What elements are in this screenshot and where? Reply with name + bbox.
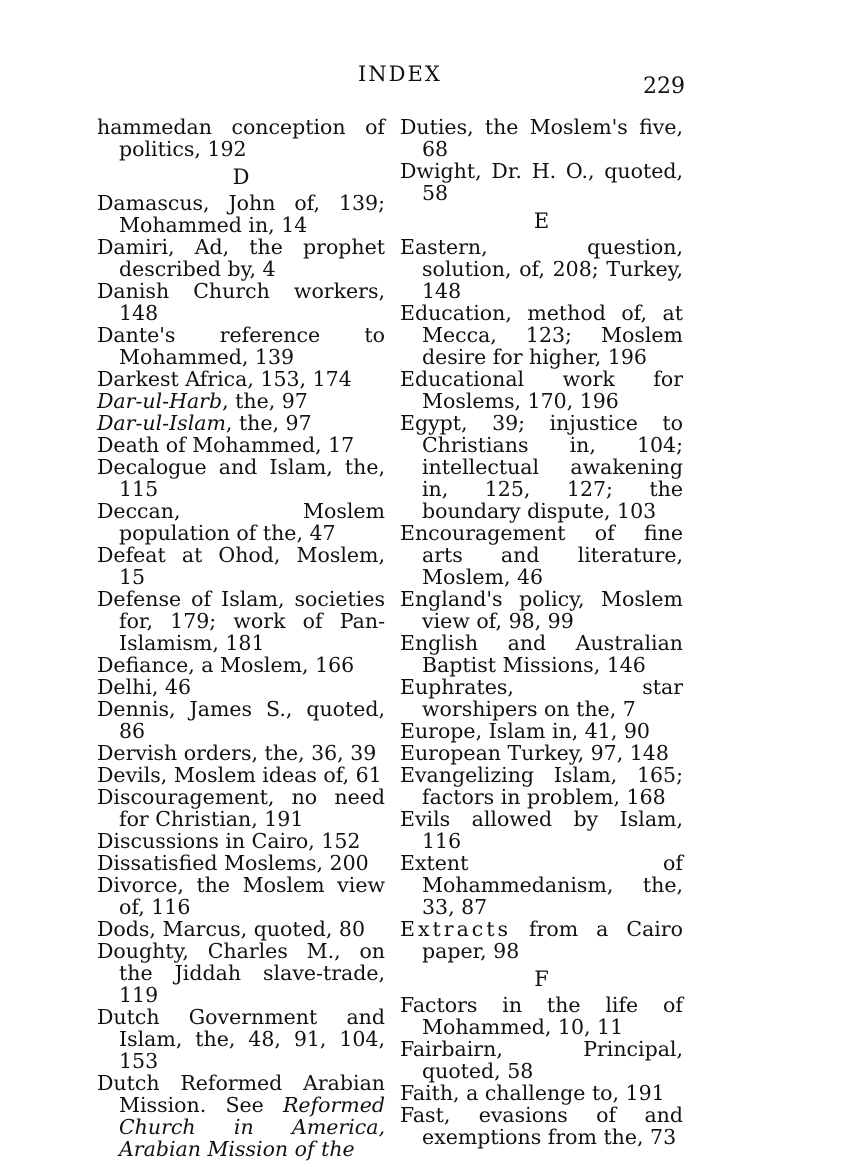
right-column bbox=[400, 116, 683, 1148]
index-term-spaced: Extracts bbox=[400, 917, 512, 941]
index-entry: Discouragement, no need for Christian, 191 bbox=[97, 785, 385, 831]
index-term-italic: Dar-ul-Islam bbox=[97, 411, 226, 435]
index-entry bbox=[97, 412, 385, 434]
index-term: Dutch Reformed Arabian Mission. See bbox=[97, 1071, 385, 1117]
section-letter-f: F bbox=[534, 967, 549, 991]
index-entry: Factors in the life of Mohammed, 10, 11 bbox=[400, 993, 683, 1039]
index-entry: Delhi, 46 bbox=[97, 675, 192, 699]
index-entry: English and Australian Baptist Missions, 146 bbox=[400, 631, 683, 677]
index-entry: Dutch Government and Islam, the, 48, 91, 104, 153 bbox=[97, 1005, 385, 1073]
index-entry: Defeat at Ohod, Moslem, 15 bbox=[97, 543, 385, 589]
index-entry: Europe, Islam in, 41, 90 bbox=[400, 719, 650, 743]
index-entry: Dwight, Dr. H. O., quoted, 58 bbox=[400, 159, 683, 205]
index-entry: Fairbairn, Principal, quoted, 58 bbox=[400, 1037, 683, 1083]
index-entry: Euphrates, star worshipers on the, 7 bbox=[400, 675, 683, 721]
index-entry: Educational work for Moslems, 170, 196 bbox=[400, 367, 683, 413]
index-entry: Faith, a challenge to, 191 bbox=[400, 1081, 665, 1105]
index-entry-continuation: hammedan conception of politics, 192 bbox=[97, 115, 385, 161]
index-entry: Evils allowed by Islam, 116 bbox=[400, 807, 683, 853]
index-entry: Darkest Africa, 153, 174 bbox=[97, 367, 352, 391]
index-entry: Defiance, a Moslem, 166 bbox=[97, 653, 355, 677]
index-entry: Doughty, Charles M., on the Jiddah slave-trade, 119 bbox=[97, 939, 385, 1007]
index-entry: Deccan, Moslem population of the, 47 bbox=[97, 499, 385, 545]
index-entry: Damascus, John of, 139; Mohammed in, 14 bbox=[97, 191, 385, 237]
index-entry: Decalogue and Islam, the, 115 bbox=[97, 455, 385, 501]
index-locator: , the, 97 bbox=[225, 411, 312, 435]
index-locator: , the, 97 bbox=[222, 389, 308, 413]
index-locator: from a Cairo paper, 98 bbox=[422, 917, 683, 963]
index-entry: Eastern, question, solution, of, 208; Turkey, 148 bbox=[400, 235, 683, 303]
index-entry: Devils, Moslem ideas of, 61 bbox=[97, 763, 382, 787]
index-entry: Damiri, Ad, the prophet described by, 4 bbox=[97, 235, 385, 281]
index-entry: Egypt, 39; injustice to Christians in, 104; intellectual awakening in, 125, 127; the boundary dispute, 103 bbox=[400, 411, 683, 523]
page-number: 229 bbox=[643, 74, 685, 99]
index-entry: Danish Church workers, 148 bbox=[97, 279, 385, 325]
index-entry: Evangelizing Islam, 165; factors in problem, 168 bbox=[400, 763, 683, 809]
index-entry: Dissatisfied Moslems, 200 bbox=[97, 851, 369, 875]
index-entry bbox=[400, 918, 683, 962]
index-entry: European Turkey, 97, 148 bbox=[400, 741, 669, 765]
cross-reference: Reformed Church in America, Arabian Mission of the bbox=[119, 1093, 385, 1161]
section-letter-d: D bbox=[232, 165, 250, 189]
index-entry bbox=[97, 1072, 385, 1160]
left-column bbox=[97, 116, 385, 1160]
index-entry: Divorce, the Moslem view of, 116 bbox=[97, 873, 385, 919]
index-entry: Dennis, James S., quoted, 86 bbox=[97, 697, 385, 743]
running-title: INDEX bbox=[358, 62, 442, 86]
index-entry: Death of Mohammed, 17 bbox=[97, 433, 355, 457]
index-entry: Discussions in Cairo, 152 bbox=[97, 829, 361, 853]
index-entry: Duties, the Moslem's five, 68 bbox=[400, 115, 683, 161]
index-entry: England's policy, Moslem view of, 98, 99 bbox=[400, 587, 683, 633]
index-entry: Dervish orders, the, 36, 39 bbox=[97, 741, 377, 765]
index-entry: Defense of Islam, societies for, 179; work of Pan-Islamism, 181 bbox=[97, 587, 385, 655]
index-entry: Dods, Marcus, quoted, 80 bbox=[97, 917, 365, 941]
index-entry: Dante's reference to Mohammed, 139 bbox=[97, 323, 385, 369]
index-entry: Extent of Mohammedanism, the, 33, 87 bbox=[400, 851, 683, 919]
index-entry: Encouragement of fine arts and literature, Moslem, 46 bbox=[400, 521, 683, 589]
page-header bbox=[0, 62, 850, 98]
index-entry bbox=[97, 390, 385, 412]
index-entry: Education, method of, at Mecca, 123; Moslem desire for higher, 196 bbox=[400, 301, 683, 369]
index-term-italic: Dar-ul-Harb bbox=[97, 389, 223, 413]
index-entry: Fast, evasions of and exemptions from the, 73 bbox=[400, 1103, 683, 1149]
section-letter-e: E bbox=[533, 209, 550, 233]
